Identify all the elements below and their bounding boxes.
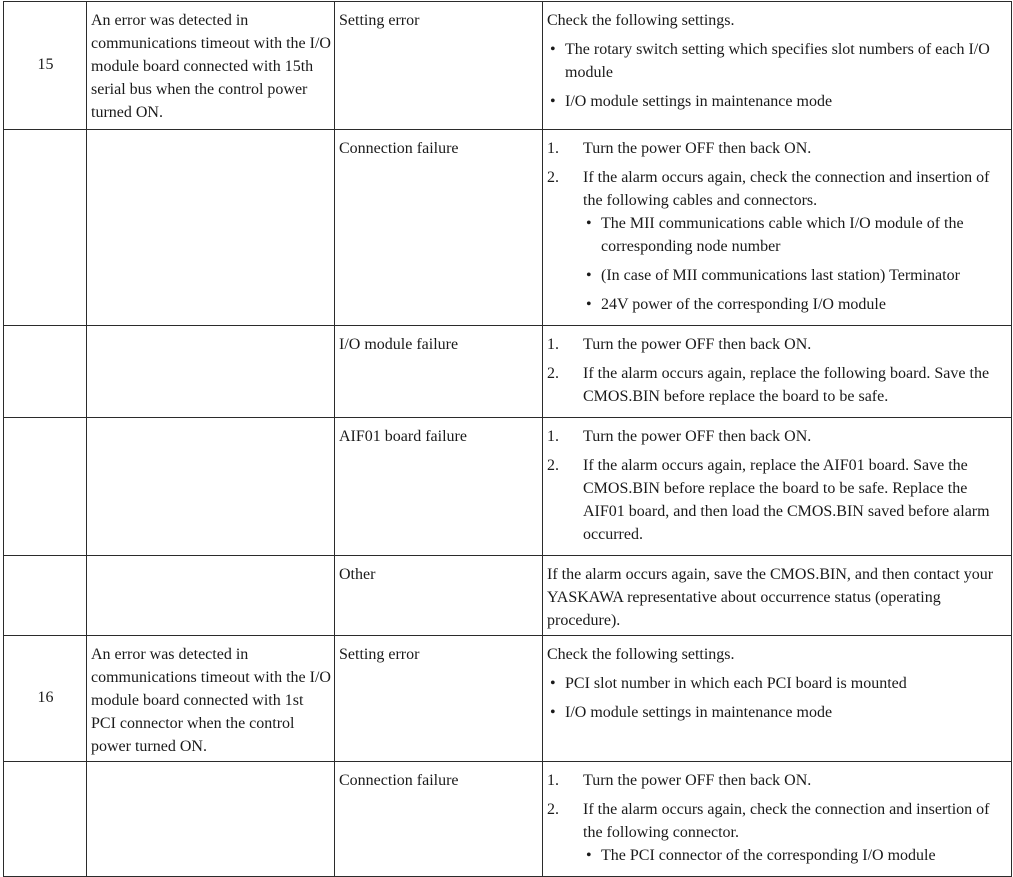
list-item: • The PCI connector of the corresponding I/O module (583, 844, 1008, 867)
alarm-number-cell (4, 326, 87, 418)
alarm-number-cell (4, 556, 87, 636)
alarm-description: An error was detected in communications timeout with the I/O module board connected with 15th serial bus when the control power turned ON. (91, 12, 331, 121)
remedy-bullets (547, 38, 1008, 113)
list-item (547, 137, 1008, 160)
step-number: 1. (547, 336, 559, 353)
step-text: If the alarm occurs again, replace the following board. Save the CMOS.BIN before replace the board to be safe. (583, 365, 990, 405)
step-text: Turn the power OFF then back ON. (583, 140, 812, 157)
cause-cell (335, 130, 543, 326)
remedy-steps (547, 137, 1008, 316)
cause-label: Connection failure (339, 140, 459, 157)
remedy-cell (543, 636, 1012, 762)
table-row (4, 130, 1012, 326)
list-item (547, 333, 1008, 356)
cause-cell (335, 326, 543, 418)
cause-label: I/O module failure (339, 336, 459, 353)
remedy-text: If the alarm occurs again, save the CMOS.BIN, and then contact your YASKAWA representative about occurrence status (operating procedure). (547, 566, 994, 629)
alarm-number: 15 (37, 55, 54, 73)
step-number: 1. (547, 140, 559, 157)
table-row (4, 556, 1012, 636)
remedy-cell (543, 556, 1012, 636)
table-row (4, 418, 1012, 556)
table-row (4, 762, 1012, 877)
cause-label: Setting error (339, 12, 420, 29)
list-item (547, 362, 1008, 408)
remedy-steps (547, 425, 1008, 546)
step-number: 2. (547, 801, 559, 818)
cause-cell (335, 762, 543, 877)
cause-label: Other (339, 566, 376, 583)
step-number: 2. (547, 457, 559, 474)
table-row (4, 636, 1012, 762)
alarm-number-cell (4, 418, 87, 556)
list-item: • PCI slot number in which each PCI board is mounted (547, 672, 1008, 695)
remedy-cell (543, 326, 1012, 418)
step-text: If the alarm occurs again, check the connection and insertion of the following connector. (583, 801, 990, 841)
list-item (547, 769, 1008, 792)
list-item (547, 798, 1008, 867)
list-item (547, 454, 1008, 546)
step-text: If the alarm occurs again, replace the AIF01 board. Save the CMOS.BIN before replace the board to be safe. Replace the AIF01 board, and then load the CMOS.BIN saved before alarm occurred. (583, 457, 990, 543)
cause-label: Setting error (339, 646, 420, 663)
remedy-cell (543, 2, 1012, 130)
list-item: • I/O module settings in maintenance mode (547, 701, 1008, 724)
cause-cell (335, 418, 543, 556)
alarm-number: 16 (37, 688, 54, 706)
alarm-number-cell (4, 762, 87, 877)
remedy-bullets (547, 672, 1008, 724)
list-item: • I/O module settings in maintenance mode (547, 90, 1008, 113)
table-row (4, 326, 1012, 418)
cause-label: Connection failure (339, 772, 459, 789)
step-text: Turn the power OFF then back ON. (583, 428, 812, 445)
list-item: • 24V power of the corresponding I/O module (583, 293, 1008, 316)
description-cell (87, 636, 335, 762)
alarm-table (3, 1, 1012, 877)
remedy-cell (543, 762, 1012, 877)
step-text: If the alarm occurs again, check the connection and insertion of the following cables and connectors. (583, 169, 990, 209)
cause-cell (335, 2, 543, 130)
alarm-number-cell (4, 636, 87, 762)
alarm-number-cell (4, 130, 87, 326)
step-number: 2. (547, 365, 559, 382)
table-row (4, 2, 1012, 130)
description-cell (87, 326, 335, 418)
cause-cell (335, 556, 543, 636)
remedy-cell (543, 130, 1012, 326)
description-cell (87, 556, 335, 636)
step-number: 2. (547, 169, 559, 186)
remedy-intro: Check the following settings. (547, 646, 735, 663)
description-cell (87, 130, 335, 326)
list-item: • (In case of MII communications last station) Terminator (583, 264, 1008, 287)
remedy-steps (547, 333, 1008, 408)
remedy-intro: Check the following settings. (547, 12, 735, 29)
cause-label: AIF01 board failure (339, 428, 467, 445)
list-item: • The MII communications cable which I/O module of the corresponding node number (583, 212, 1008, 258)
step-text: Turn the power OFF then back ON. (583, 772, 812, 789)
remedy-sub-bullets (583, 844, 1008, 867)
cause-cell (335, 636, 543, 762)
alarm-description: An error was detected in communications timeout with the I/O module board connected with 1st PCI connector when the control power turned ON. (91, 646, 331, 755)
description-cell (87, 2, 335, 130)
remedy-sub-bullets (583, 212, 1008, 316)
list-item (547, 166, 1008, 316)
remedy-cell (543, 418, 1012, 556)
list-item (547, 425, 1008, 448)
step-number: 1. (547, 772, 559, 789)
list-item: • The rotary switch setting which specifies slot numbers of each I/O module (547, 38, 1008, 84)
description-cell (87, 418, 335, 556)
step-number: 1. (547, 428, 559, 445)
remedy-steps (547, 769, 1008, 867)
description-cell (87, 762, 335, 877)
step-text: Turn the power OFF then back ON. (583, 336, 812, 353)
alarm-number-cell (4, 2, 87, 130)
